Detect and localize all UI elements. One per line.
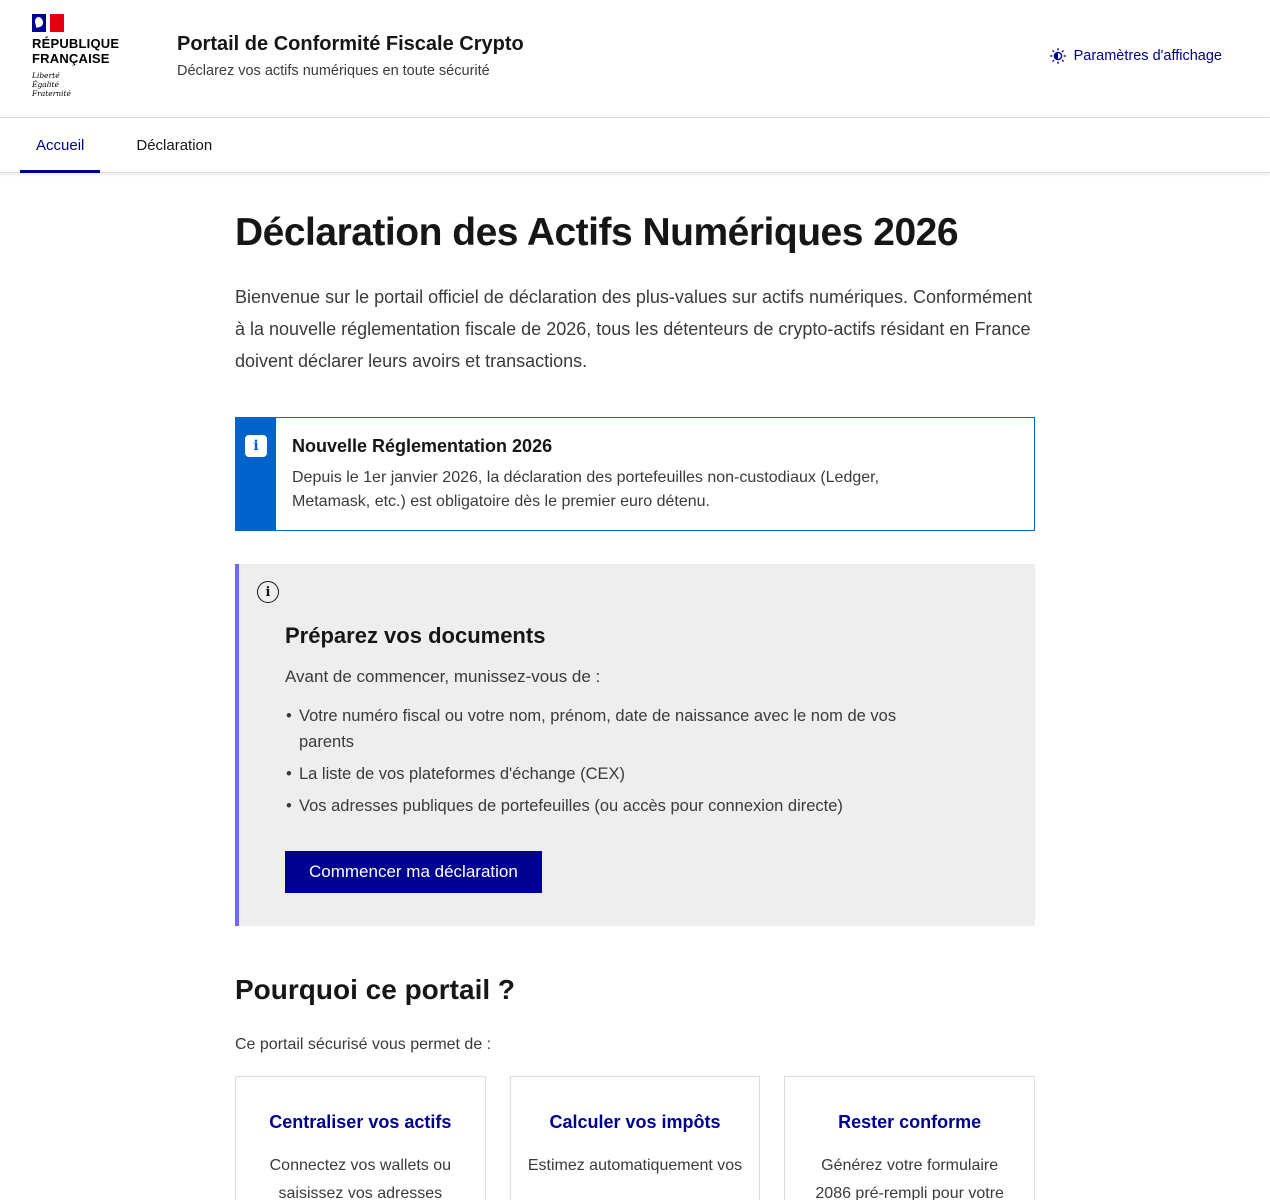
main-content: [235, 211, 1035, 1200]
card-text: Générez votre formulaire 2086 pré-rempli pour votre: [815, 1157, 1004, 1200]
why-section-lead: Ce portail sécurisé vous permet de :: [235, 1036, 492, 1053]
french-flag-icon: [32, 14, 66, 32]
nav-tab-declaration[interactable]: Déclaration: [136, 136, 213, 154]
prepare-documents-callout: [235, 564, 1035, 926]
documents-list: [299, 703, 1011, 819]
info-circle-icon: i: [257, 581, 279, 603]
card-conforme: [784, 1076, 1035, 1200]
republique-francaise-logo: [32, 14, 144, 98]
card-text: Estimez automatiquement vos: [527, 1157, 743, 1174]
card-title: Centraliser vos actifs: [269, 1112, 452, 1132]
info-alert: [235, 417, 1035, 531]
list-item: • La liste de vos plateformes d'échange (CEX): [299, 761, 949, 787]
card-calculer: [510, 1076, 761, 1200]
card-title: Rester conforme: [838, 1112, 982, 1132]
republic-motto: Liberté Égalité Fraternité: [32, 70, 71, 98]
nav-tab-accueil[interactable]: Accueil: [20, 118, 100, 172]
start-declaration-button[interactable]: Commencer ma déclaration: [285, 851, 542, 893]
service-tagline: Déclarez vos actifs numériques en toute sécurité: [177, 62, 490, 79]
page-title: Déclaration des Actifs Numériques 2026: [235, 211, 959, 254]
display-settings-label: Paramètres d'affichage: [1073, 47, 1222, 64]
callout-title: Préparez vos documents: [285, 623, 546, 648]
service-block: [177, 33, 1050, 79]
alert-title: Nouvelle Réglementation 2026: [292, 436, 553, 456]
info-icon: i: [245, 435, 267, 457]
display-settings-button[interactable]: [1050, 48, 1222, 64]
theme-contrast-icon: [1050, 48, 1066, 64]
info-alert-strip: [236, 418, 276, 530]
card-text: Connectez vos wallets ou saisissez vos adresses: [269, 1157, 452, 1200]
intro-paragraph: Bienvenue sur le portail officiel de déclaration des plus-values sur actifs numériques. Conformément à la nouvelle réglementation fiscale de 2026, tous les détenteurs de crypto-actifs résidant en France doivent déclarer leurs avoirs et transactions.: [235, 287, 1033, 371]
list-item: • Votre numéro fiscal ou votre nom, prénom, date de naissance avec le nom de vos parents: [299, 703, 949, 755]
why-section-title: Pourquoi ce portail ?: [235, 974, 516, 1005]
callout-lead: Avant de commencer, munissez-vous de :: [285, 667, 601, 686]
main-nav: [0, 117, 1270, 173]
feature-cards: [235, 1076, 1035, 1200]
card-title: Calculer vos impôts: [549, 1112, 721, 1132]
republic-name: RÉPUBLIQUE FRANÇAISE: [32, 35, 120, 66]
list-item: • Vos adresses publiques de portefeuilles (ou accès pour connexion directe): [299, 793, 949, 819]
alert-text: Depuis le 1er janvier 2026, la déclaration des portefeuilles non-custodiaux (Ledger, Metamask, etc.) est obligatoire dès le premier euro détenu.: [292, 469, 880, 510]
service-title[interactable]: Portail de Conformité Fiscale Crypto: [177, 32, 524, 55]
card-centraliser: [235, 1076, 486, 1200]
site-header: [0, 0, 1270, 117]
